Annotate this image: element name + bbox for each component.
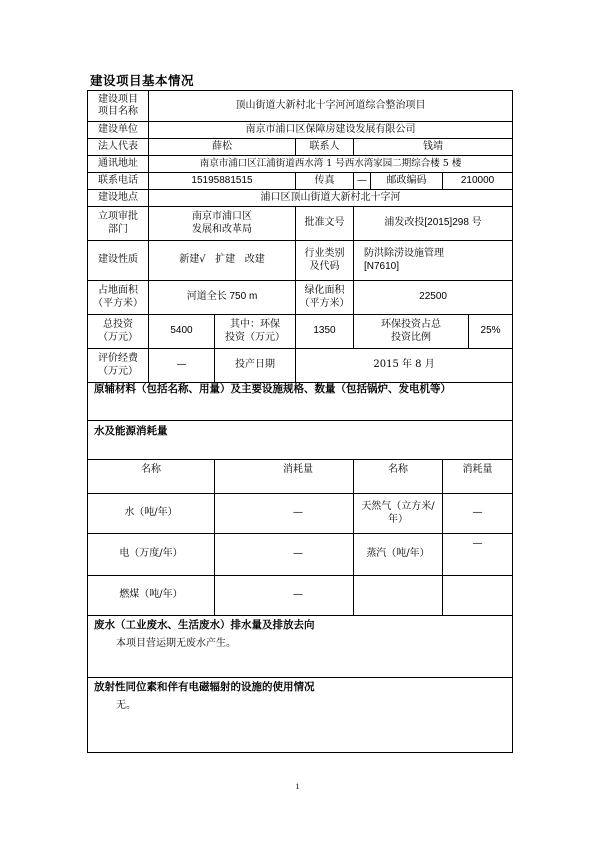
water-energy-name: 水（吨/年） [88,494,215,534]
row-area [88,281,513,315]
page-number: 1 [295,782,300,791]
approval-no-label: 批准文号 [296,207,354,241]
water-energy-value: — [443,534,513,576]
water-energy-value [443,576,513,616]
green-area-value: 22500 [354,281,513,315]
row-investment [88,315,513,349]
water-energy-value: — [215,576,354,616]
water-energy-name [354,576,443,616]
contact-value: 钱靖 [354,139,513,156]
approval-no-value: 浦发改投[2015]298 号 [354,207,513,241]
row-approval [88,207,513,241]
nature-value: 新建√ 扩建 改建 [149,241,296,281]
eval-fee-value: — [149,349,215,383]
row-phone [88,173,513,190]
row-legal-rep [88,139,513,156]
water-energy-section-title: 水及能源消耗量 [88,421,513,460]
row-radiation [88,678,513,753]
project-name-label: 建设项目 项目名称 [88,91,149,122]
eval-fee-label: 评价经费 （万元） [88,349,149,383]
water-energy-value: — [215,534,354,576]
address-label: 通讯地址 [88,156,149,173]
row-materials [88,383,513,421]
industry-label: 行业类别 及代码 [296,241,354,281]
table-row [88,534,513,576]
table-row [88,494,513,534]
radiation-section [88,678,513,753]
page-title: 建设项目基本情况 [90,73,195,88]
wastewater-content: 本项目营运期无废水产生。 [116,638,236,650]
start-date-value: 2015 年 8 月 [296,349,513,383]
location-label: 建设地点 [88,190,149,207]
postcode-label: 邮政编码 [371,173,443,190]
area-value: 河道全长 750 m [149,281,296,315]
approval-dept-label: 立项审批 部门 [88,207,149,241]
postcode-value: 210000 [443,173,513,190]
env-investment-label: 其中：环保 投资（万元） [215,315,296,349]
investment-label: 总投资 （万元） [88,315,149,349]
materials-section-title: 原辅材料（包括名称、用量）及主要设施规格、数量（包括锅炉、发电机等） [88,383,513,421]
phone-value: 15195881515 [149,173,296,190]
row-wastewater [88,616,513,678]
wastewater-section-title: 废水（工业废水、生活废水）排水量及排放去向 [94,619,315,631]
env-investment-value: 1350 [296,315,354,349]
row-water-energy-title [88,421,513,460]
green-area-label: 绿化面积 （平方米） [296,281,354,315]
water-energy-name: 电（万度/年） [88,534,215,576]
row-eval-fee [88,349,513,383]
water-energy-name: 蒸汽（吨/年） [354,534,443,576]
water-energy-value: — [215,494,354,534]
construction-unit-value: 南京市浦口区保障房建设发展有限公司 [149,122,513,139]
legal-rep-label: 法人代表 [88,139,149,156]
table-row [88,576,513,616]
col-header-consumption-left: 消耗量 [215,460,354,494]
approval-dept-value: 南京市浦口区 发展和改革局 [149,207,296,241]
water-energy-name: 燃煤（吨/年） [88,576,215,616]
wastewater-section [88,616,513,678]
fax-label: 传真 [296,173,354,190]
construction-unit-label: 建设单位 [88,122,149,139]
area-label: 占地面积 （平方米） [88,281,149,315]
row-address [88,156,513,173]
row-construction-unit [88,122,513,139]
radiation-content: 无。 [116,700,136,712]
col-header-consumption-right: 消耗量 [443,460,513,494]
project-name-value: 顶山街道大新村北十字河河道综合整治项目 [149,91,513,122]
water-energy-value: — [443,494,513,534]
location-value: 浦口区顶山街道大新村北十字河 [149,190,513,207]
row-nature [88,241,513,281]
row-location [88,190,513,207]
env-ratio-value: 25% [469,315,513,349]
row-project-name [88,91,513,122]
phone-label: 联系电话 [88,173,149,190]
col-header-name-right: 名称 [354,460,443,494]
project-info-table [87,90,513,753]
env-ratio-label: 环保投资占总 投资比例 [354,315,469,349]
col-header-name-left: 名称 [88,460,215,494]
contact-label: 联系人 [296,139,354,156]
start-date-label: 投产日期 [215,349,296,383]
fax-value: — [354,173,371,190]
row-water-energy-header [88,460,513,494]
industry-value: 防洪除涝设施管理 [N7610] [354,241,513,281]
radiation-section-title: 放射性同位素和伴有电磁辐射的设施的使用情况 [94,681,315,693]
investment-value: 5400 [149,315,215,349]
address-value: 南京市浦口区江浦街道西水湾 1 号西水湾家园二期综合楼 5 楼 [149,156,513,173]
legal-rep-value: 薛松 [149,139,296,156]
nature-label: 建设性质 [88,241,149,281]
water-energy-name: 天然气（立方米/年） [354,494,443,534]
